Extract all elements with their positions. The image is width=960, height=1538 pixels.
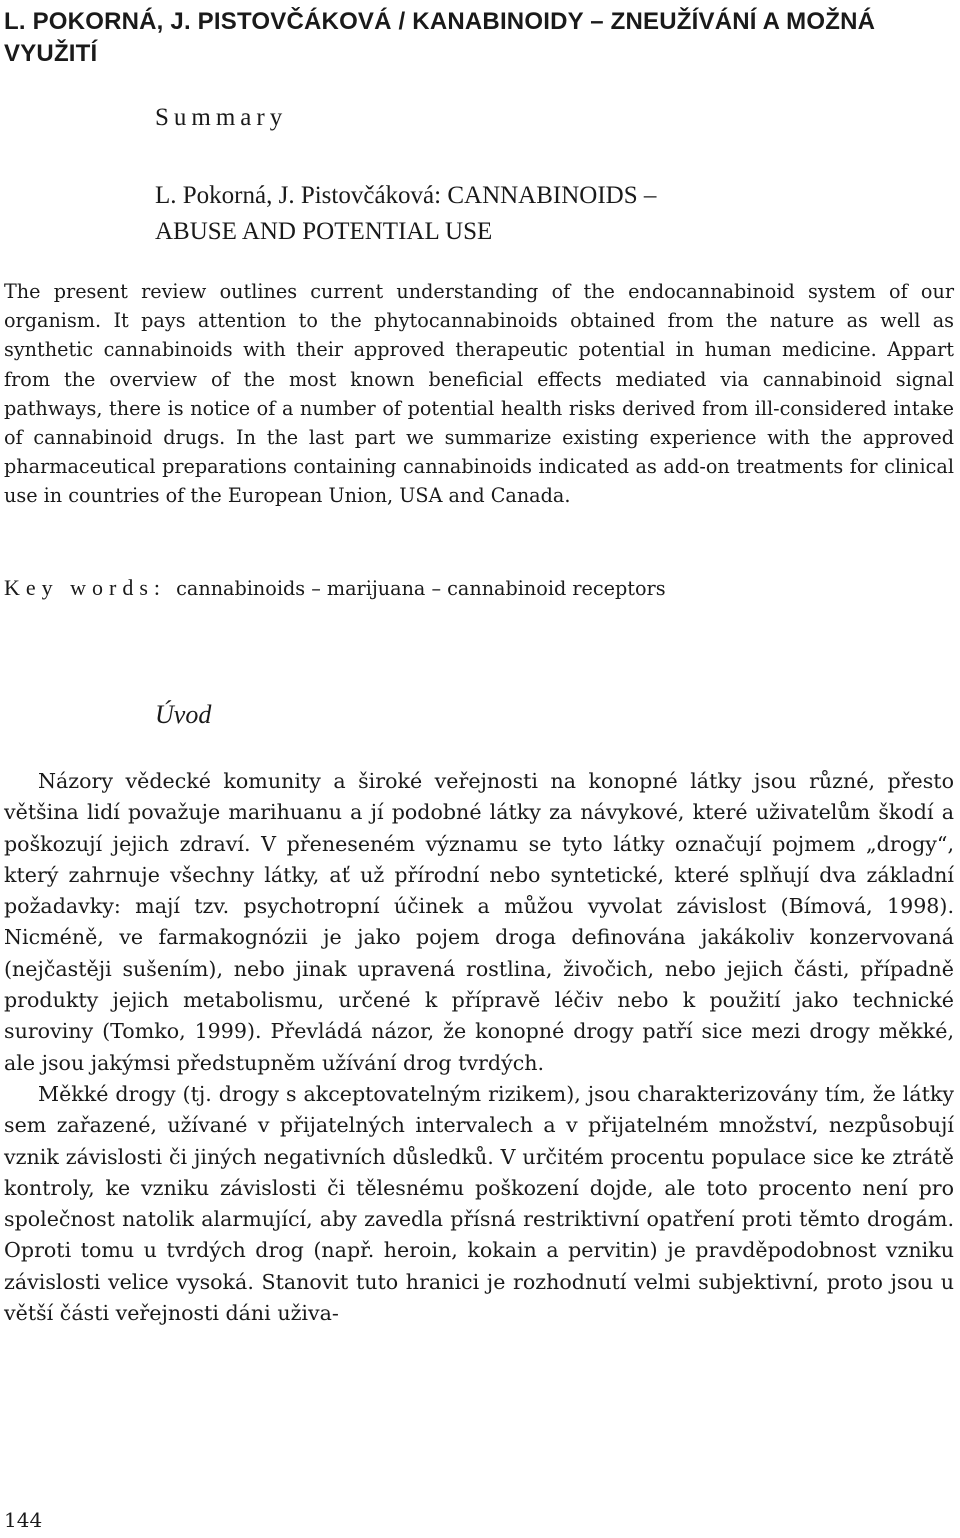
keywords-line — [4, 573, 954, 604]
body-paragraph: Měkké drogy (tj. drogy s akceptovatelným rizikem), jsou charakterizovány tím, že látky sem zařazené, užívané v přijatelných intervalech a v přijatelném množství, nezpůsobují vznik závislosti či jiných negativních důsledků. V určitém procentu populace sice ke ztrátě kontroly, ke vzniku závislosti či tělesnému poškození dojde, ale toto procento není pro společnost natolik alarmující, aby zavedla přísná restriktivní opatření proti těmto drogám. Oproti tomu u tvrdých drog (např. heroin, kokain a pervitin) je pravděpodobnost vzniku závislosti velice vysoká. Stanovit tuto hranici je rozhodnutí velmi subjektivní, proto jsou u větší části veřejnosti dáni uživa- — [4, 1081, 954, 1326]
section-body — [4, 766, 954, 1329]
keywords-label: Key words: — [4, 575, 167, 600]
keywords-text: cannabinoids – marijuana – cannabinoid receptors — [176, 577, 666, 600]
summary-heading: Summary — [155, 104, 288, 131]
section-title: Úvod — [155, 700, 212, 729]
abstract-paragraph: The present review outlines current understanding of the endocannabinoid system of our organism. It pays attention to the phytocannabinoids obtained from the nature as well as synthetic cannabinoids with their approved therapeutic potential in human medicine. Appart from the overview of the most known beneficial effects mediated via cannabinoid signal pathways, there is notice of a number of potential health risks derived from ill-considered intake of cannabinoid drugs. In the last part we summarize existing experience with the approved pharmaceutical preparations containing cannabinoids indicated as add-on treatments for clinical use in countries of the European Union, USA and Canada. — [4, 280, 954, 508]
article-title — [155, 178, 855, 250]
body-paragraph: Názory vědecké komunity a široké veřejnosti na konopné látky jsou různé, přesto většina lidí považuje marihuanu a jí podobné látky za návykové, které uživatelům škodí a poškozují jejich zdraví. V přeneseném významu se tyto látky označují pojmem „drogy“, který zahrnuje všechny látky, ať už přírodní nebo syntetické, které splňují dva základní požadavky: mají tzv. psychotropní účinek a můžou vyvolat závislost (Bímová, 1998). Nicméně, ve farmakognózii je jako pojem droga definována jakákoliv konzervovaná (nejčastěji sušením), nebo jinak upravená rostlina, živočich, nebo jejich části, případně produkty jejich metabolismu, určené k přípravě léčiv nebo k použití jako technické suroviny (Tomko, 1999). Převládá názor, že konopné drogy patří sice mezi drogy měkké, ale jsou jakýmsi předstupněm užívání drog tvrdých. — [4, 769, 954, 1075]
page-number: 144 — [4, 1508, 43, 1532]
article-title-line-1: L. Pokorná, J. Pistovčáková: CANNABINOIDS – — [155, 182, 657, 209]
article-title-line-2: ABUSE AND POTENTIAL USE — [155, 218, 493, 245]
running-header: L. POKORNÁ, J. PISTOVČÁKOVÁ / KANABINOIDY – ZNEUŽÍVÁNÍ A MOŽNÁ VYUŽITÍ — [4, 8, 876, 67]
